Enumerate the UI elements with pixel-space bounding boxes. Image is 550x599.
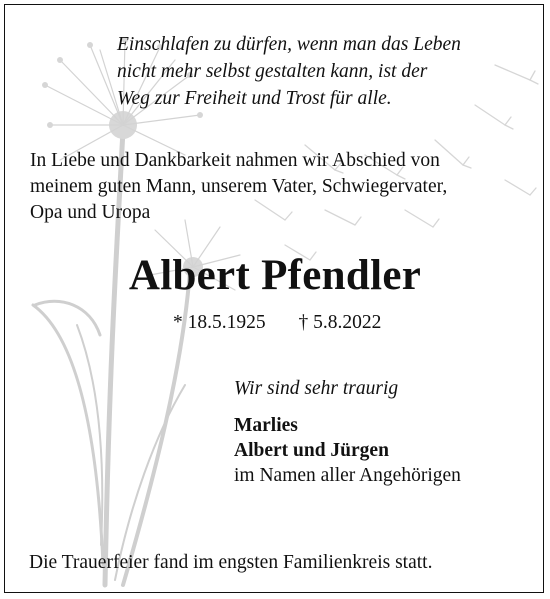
funeral-note: Die Trauerfeier fand im engsten Familienkreis statt. [29,552,433,573]
intro-line: meinem guten Mann, unserem Vater, Schwiegervater, [30,176,448,197]
mourner-signatures [234,413,461,488]
intro-text [30,148,530,226]
intro-line: Opa und Uropa [30,202,151,223]
mourner-name: Marlies [234,415,298,436]
deceased-name: Albert Pfendler [128,252,422,299]
mourner-name: Albert und Jürgen [234,440,389,461]
death-date: † 5.8.2022 [298,312,382,333]
quote [117,31,537,112]
quote-line: Weg zur Freiheit und Trost für alle. [117,88,392,109]
relatives-line: im Namen aller Angehörigen [234,465,461,486]
quote-line: Einschlafen zu dürfen, wenn man das Leben [117,34,461,55]
quote-line: nicht mehr selbst gestalten kann, ist der [117,61,428,82]
life-dates [173,311,381,335]
birth-date: * 18.5.1925 [173,312,266,333]
intro-line: In Liebe und Dankbarkeit nahmen wir Abschied von [30,150,440,171]
sorrow-line: Wir sind sehr traurig [234,378,399,399]
obituary-notice [4,4,544,593]
